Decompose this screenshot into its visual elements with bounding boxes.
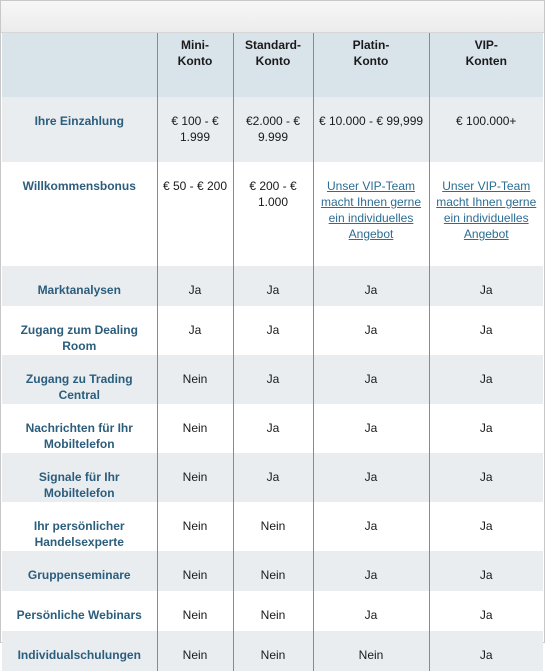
table-cell: Ja bbox=[313, 591, 429, 631]
account-comparison-table bbox=[2, 33, 543, 671]
header-line: Konto bbox=[255, 54, 291, 68]
table-cell: Ja bbox=[429, 591, 543, 631]
table-cell: Nein bbox=[157, 551, 233, 591]
table-cell: Nein bbox=[233, 551, 313, 591]
table-cell: Nein bbox=[157, 453, 233, 502]
cell-text: €2.000 - € 9.999 bbox=[245, 114, 301, 144]
table-row bbox=[2, 162, 543, 266]
table-cell: Ja bbox=[429, 266, 543, 306]
table-row bbox=[2, 453, 543, 502]
table-row bbox=[2, 404, 543, 453]
table-cell: Ja bbox=[429, 306, 543, 355]
row-label: Zugang zum Dealing Room bbox=[2, 306, 157, 355]
table-row bbox=[2, 502, 543, 551]
table-row bbox=[2, 551, 543, 591]
table-cell: Nein bbox=[157, 631, 233, 671]
row-label: Individualschulungen bbox=[2, 631, 157, 671]
header-standard-konto bbox=[233, 33, 313, 97]
table-cell: Ja bbox=[313, 266, 429, 306]
table-cell: Ja bbox=[233, 453, 313, 502]
row-label: Zugang zu Trading Central bbox=[2, 355, 157, 404]
table-cell: Ja bbox=[313, 404, 429, 453]
table-cell: Ja bbox=[313, 355, 429, 404]
row-label: Ihr persönlicher Handelsexperte bbox=[2, 502, 157, 551]
vip-offer-link[interactable]: Unser VIP-Team macht Ihnen gerne ein individuelles Angebot bbox=[320, 179, 422, 241]
table-cell: Nein bbox=[157, 502, 233, 551]
cell-text: € 50 - € 200 bbox=[162, 179, 228, 193]
header-line: Standard- bbox=[244, 38, 301, 52]
row-label: Nachrichten für Ihr Mobiltelefon bbox=[2, 404, 157, 453]
table-cell bbox=[313, 162, 429, 266]
table-cell: Ja bbox=[313, 306, 429, 355]
cell-text: € 200 - € 1.000 bbox=[249, 179, 297, 209]
table-cell bbox=[233, 97, 313, 162]
table-cell bbox=[157, 97, 233, 162]
row-label: Gruppenseminare bbox=[2, 551, 157, 591]
cell-text: € 100.000+ bbox=[456, 114, 517, 128]
table-cell bbox=[313, 97, 429, 162]
header-line: Platin- bbox=[352, 38, 390, 52]
table-cell: Ja bbox=[429, 502, 543, 551]
row-label: Marktanalysen bbox=[2, 266, 157, 306]
table-header-row bbox=[2, 33, 543, 97]
table-row bbox=[2, 355, 543, 404]
header-line: Konto bbox=[353, 54, 389, 68]
table-cell: Ja bbox=[429, 404, 543, 453]
header-empty bbox=[2, 33, 157, 97]
table-cell: Nein bbox=[233, 591, 313, 631]
row-label: Signale für Ihr Mobiltelefon bbox=[2, 453, 157, 502]
table-row bbox=[2, 591, 543, 631]
table-row bbox=[2, 306, 543, 355]
table-cell: Ja bbox=[157, 306, 233, 355]
table-cell: Ja bbox=[233, 306, 313, 355]
header-mini-konto bbox=[157, 33, 233, 97]
table-cell: Nein bbox=[157, 355, 233, 404]
table-cell bbox=[157, 162, 233, 266]
table-cell: Nein bbox=[233, 502, 313, 551]
row-label: Ihre Einzahlung bbox=[2, 97, 157, 162]
row-label: Willkommensbonus bbox=[2, 162, 157, 266]
table-row bbox=[2, 97, 543, 162]
table-cell: Ja bbox=[233, 266, 313, 306]
table-cell: Ja bbox=[429, 355, 543, 404]
header-platin-konto bbox=[313, 33, 429, 97]
row-label: Persönliche Webinars bbox=[2, 591, 157, 631]
table-cell: Ja bbox=[233, 404, 313, 453]
header-line: Mini- bbox=[181, 38, 209, 52]
cell-text: € 10.000 - € 99,999 bbox=[318, 114, 424, 128]
table-cell: Ja bbox=[429, 453, 543, 502]
panel-top-bar bbox=[1, 1, 544, 33]
header-line: Konto bbox=[177, 54, 213, 68]
table-cell: Nein bbox=[157, 591, 233, 631]
table-cell: Ja bbox=[157, 266, 233, 306]
table-cell: Ja bbox=[313, 453, 429, 502]
table-cell bbox=[233, 162, 313, 266]
table-cell: Nein bbox=[313, 631, 429, 671]
header-vip-konten bbox=[429, 33, 543, 97]
table-row bbox=[2, 631, 543, 671]
header-line: Konten bbox=[465, 54, 507, 68]
header-line: VIP- bbox=[474, 38, 498, 52]
table-cell: Ja bbox=[313, 551, 429, 591]
table-cell bbox=[429, 162, 543, 266]
cell-text: € 100 - € 1.999 bbox=[171, 114, 219, 144]
table-cell: Ja bbox=[313, 502, 429, 551]
table-cell: Nein bbox=[157, 404, 233, 453]
table-cell: Ja bbox=[233, 355, 313, 404]
table-cell bbox=[429, 97, 543, 162]
table-cell: Ja bbox=[429, 631, 543, 671]
table-row bbox=[2, 266, 543, 306]
table-cell: Nein bbox=[233, 631, 313, 671]
table-cell: Ja bbox=[429, 551, 543, 591]
vip-offer-link[interactable]: Unser VIP-Team macht Ihnen gerne ein individuelles Angebot bbox=[436, 179, 537, 241]
